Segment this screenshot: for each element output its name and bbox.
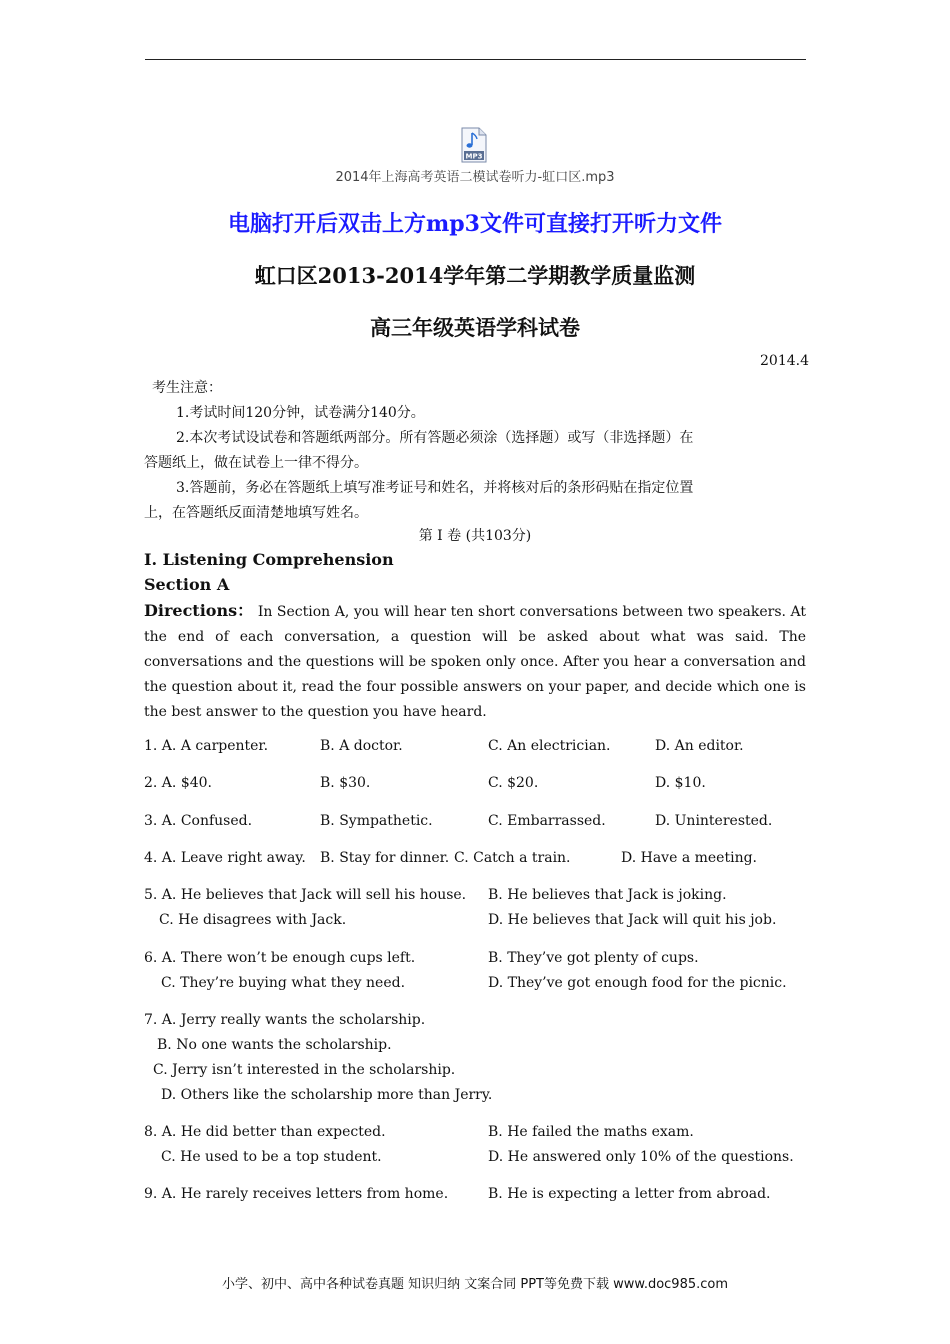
q2-option-c: C. $20. [488, 775, 539, 791]
q2-option-a: 2. A. $40. [144, 775, 212, 791]
mp3-file-icon[interactable] [460, 127, 488, 163]
q4-option-a: 4. A. Leave right away. [144, 850, 306, 866]
q9-option-a: 9. A. He rarely receives letters from home. [144, 1186, 449, 1202]
q8-option-c: C. He used to be a top student. [161, 1149, 382, 1165]
footer-ad: 小学、初中、高中各种试卷真题 知识归纳 文案合同 PPT等免费下载 www.doc985.com [221, 1277, 729, 1292]
q1-option-c: C. An electrician. [488, 738, 611, 754]
q2-option-d: D. $10. [655, 775, 706, 791]
q7-option-a: 7. A. Jerry really wants the scholarship. [144, 1012, 426, 1028]
q3-option-b: B. Sympathetic. [320, 813, 433, 829]
q3-option-a: 3. A. Confused. [144, 813, 253, 829]
part-title: 第 I 卷 (共103分) [418, 528, 532, 544]
q6-option-d: D. They’ve got enough food for the picnic. [488, 975, 787, 991]
section-subheading: Section A [144, 575, 230, 594]
q7-option-b: B. No one wants the scholarship. [157, 1037, 392, 1053]
q3-option-d: D. Uninterested. [655, 813, 773, 829]
exam-date: 2014.4 [760, 353, 809, 369]
instruction-item-2b: 答题纸上，做在试卷上一律不得分。 [144, 455, 368, 471]
q3-option-c: C. Embarrassed. [488, 813, 606, 829]
q8-option-a: 8. A. He did better than expected. [144, 1124, 386, 1140]
instruction-item-1: 1.考试时间120分钟，试卷满分140分。 [176, 405, 425, 421]
q6-option-b: B. They’ve got plenty of cups. [488, 950, 699, 966]
instruction-item-2a: 2.本次考试设试卷和答题纸两部分。所有答题必须涂（选择题）或写（非选择题）在 [176, 430, 694, 446]
q2-option-b: B. $30. [320, 775, 371, 791]
q5-option-c: C. He disagrees with Jack. [159, 912, 347, 928]
q4-option-b: B. Stay for dinner. [320, 850, 450, 866]
q4-option-d: D. Have a meeting. [621, 850, 758, 866]
exam-subtitle: 高三年级英语学科试卷 [370, 315, 580, 340]
exam-title: 虹口区2013-2014学年第二学期教学质量监测 [254, 263, 696, 288]
q1-option-d: D. An editor. [655, 738, 744, 754]
directions [144, 598, 806, 725]
mp3-badge-text: MP3 [465, 152, 483, 161]
mp3-filename[interactable]: 2014年上海高考英语二模试卷听力-虹口区.mp3 [335, 170, 615, 185]
q6-option-a: 6. A. There won’t be enough cups left. [144, 950, 416, 966]
q5-option-b: B. He believes that Jack is joking. [488, 887, 727, 903]
instructions-heading: 考生注意： [152, 380, 222, 396]
q1-option-b: B. A doctor. [320, 738, 403, 754]
q8-option-d: D. He answered only 10% of the questions. [488, 1149, 794, 1165]
directions-text: In Section A, you will hear ten short conversations between two speakers. At the end of each conversation, a question will be asked about what was said. The conversations and the questions will be spoken only once. After you hear a conversation and the question about it, read the four possible answers on your paper, and decide which one is the best answer to the question you have heard. [144, 604, 806, 720]
q6-option-c: C. They’re buying what they need. [161, 975, 406, 991]
q1-option-a: 1. A. A carpenter. [144, 738, 269, 754]
directions-label: Directions： [144, 601, 254, 620]
q5-option-a: 5. A. He believes that Jack will sell his house. [144, 887, 467, 903]
q7-option-c: C. Jerry isn’t interested in the scholarship. [153, 1062, 456, 1078]
q4-option-c: C. Catch a train. [454, 850, 571, 866]
instruction-item-3b: 上，在答题纸反面清楚地填写姓名。 [144, 505, 368, 521]
listening-notice: 电脑打开后双击上方mp3文件可直接打开听力文件 [228, 211, 722, 237]
section-heading: I. Listening Comprehension [144, 550, 394, 569]
instruction-item-3a: 3.答题前，务必在答题纸上填写准考证号和姓名，并将核对后的条形码贴在指定位置 [176, 480, 694, 496]
q5-option-d: D. He believes that Jack will quit his job. [488, 912, 777, 928]
q7-option-d: D. Others like the scholarship more than Jerry. [161, 1087, 493, 1103]
header-rule [145, 59, 806, 60]
q9-option-b: B. He is expecting a letter from abroad. [488, 1186, 771, 1202]
q8-option-b: B. He failed the maths exam. [488, 1124, 694, 1140]
